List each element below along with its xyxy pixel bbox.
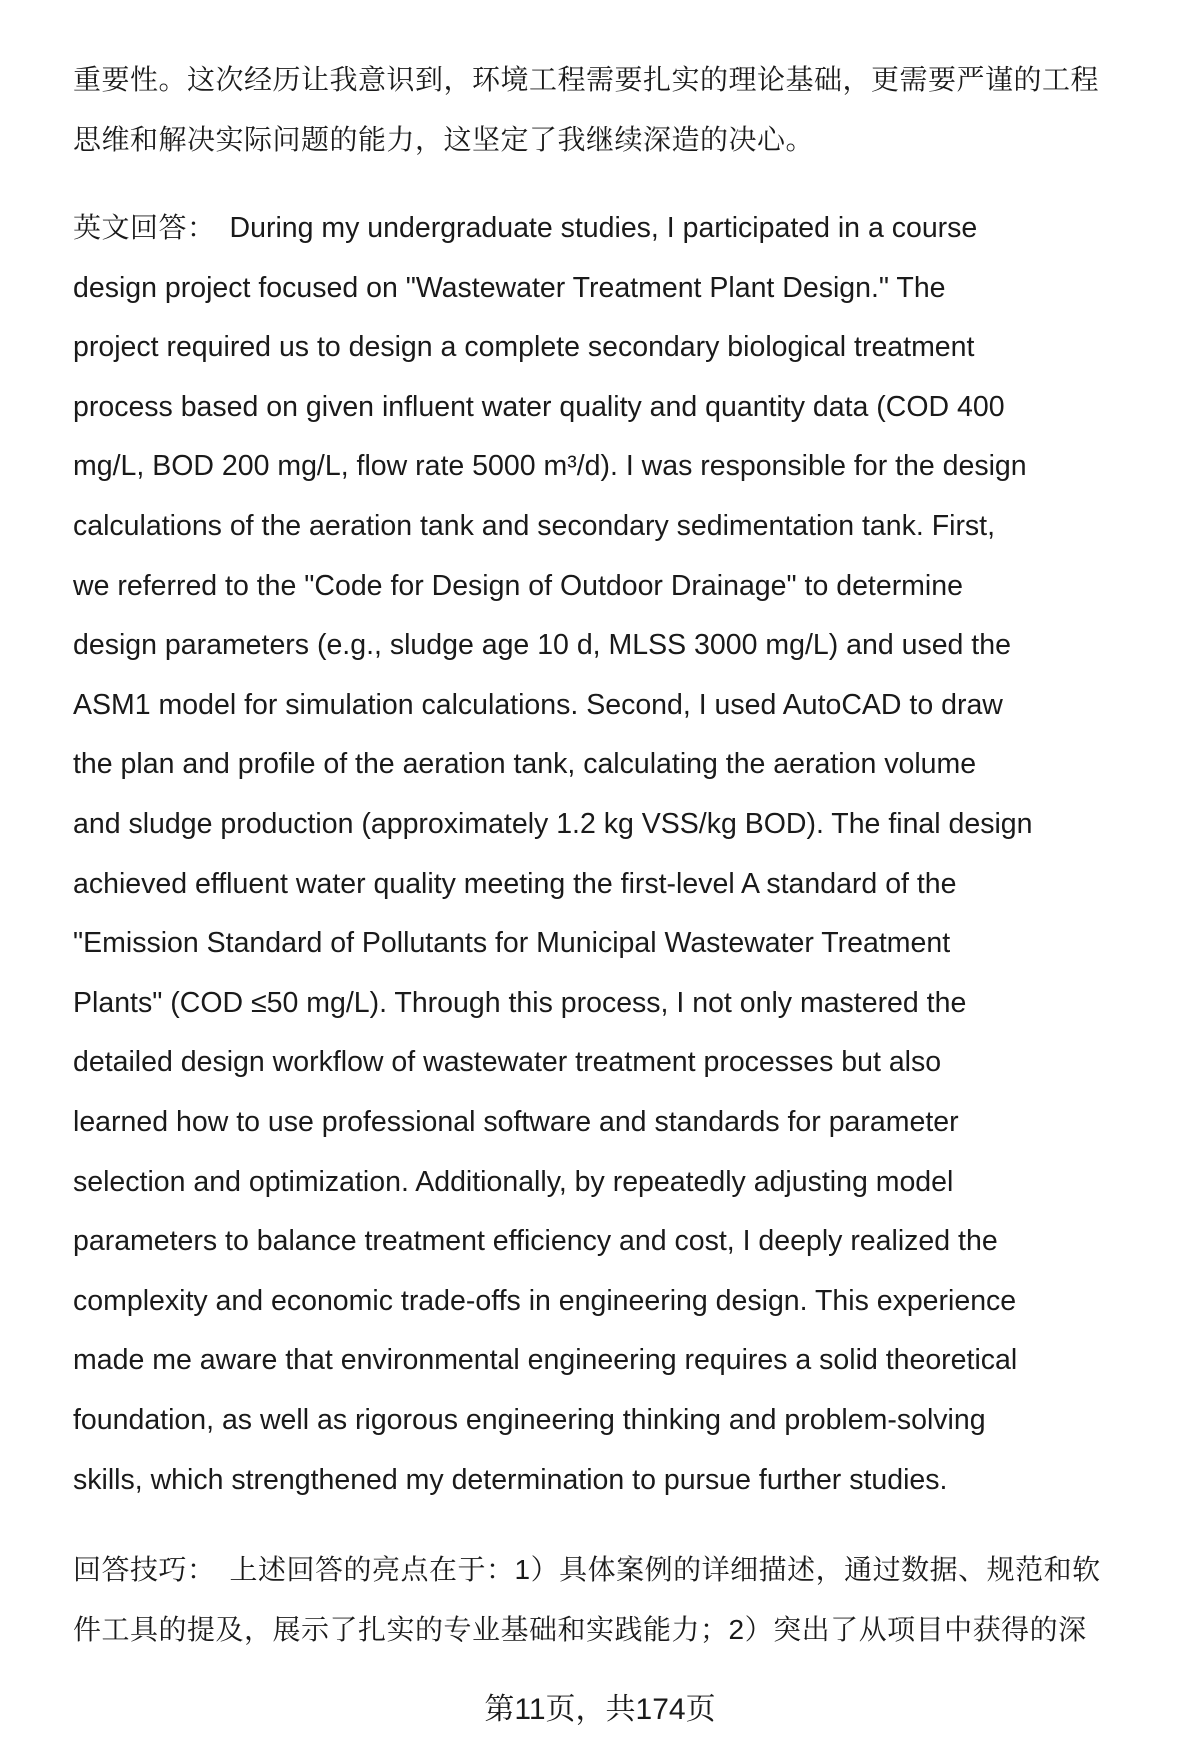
line-text: design project focused on "Wastewater Treatment Plant Design." The xyxy=(73,271,946,304)
line-text: During my undergraduate studies, I participated in a course xyxy=(229,212,978,244)
text-line xyxy=(73,1281,1016,1321)
line-text: 思维和解决实际问题的能力，这坚定了我继续深造的决心。 xyxy=(73,123,815,155)
line-text: design parameters (e.g., sludge age 10 d, MLSS 3000 mg/L) and used the xyxy=(73,629,1011,662)
text-line xyxy=(73,923,950,963)
text-line xyxy=(73,60,1099,100)
line-text: parameters to balance treatment efficiency and cost, I deeply realized the xyxy=(73,1225,998,1258)
line-text: foundation, as well as rigorous engineering thinking and problem-solving xyxy=(73,1404,986,1436)
text-line xyxy=(73,1460,947,1500)
section-label: 英文回答： xyxy=(73,212,216,243)
text-line xyxy=(73,208,977,248)
text-line xyxy=(73,1221,998,1261)
text-line xyxy=(73,566,963,606)
text-line xyxy=(73,446,1027,486)
line-text: selection and optimization. Additionally, by repeatedly adjusting model xyxy=(73,1165,954,1198)
text-line xyxy=(73,625,1011,665)
text-line xyxy=(73,1162,953,1202)
line-text: project required us to design a complete secondary biological treatment xyxy=(73,331,975,364)
text-line xyxy=(73,1340,1017,1380)
text-line xyxy=(73,983,966,1023)
text-line xyxy=(73,268,946,308)
text-line xyxy=(73,327,974,367)
line-text: learned how to use professional software and standards for parameter xyxy=(73,1106,959,1138)
page-number: 第11页，共174页 xyxy=(484,1693,716,1726)
line-text: we referred to the "Code for Design of Outdoor Drainage" to determine xyxy=(73,569,963,602)
text-line xyxy=(73,506,995,546)
line-text: Plants" (COD ≤50 mg/L). Through this process, I not only mastered the xyxy=(73,986,967,1019)
line-text: 件工具的提及，展示了扎实的专业基础和实践能力；2）突出了从项目中获得的深 xyxy=(73,1613,1087,1645)
line-text: "Emission Standard of Pollutants for Municipal Wastewater Treatment xyxy=(73,927,951,960)
line-text: and sludge production (approximately 1.2 kg VSS/kg BOD). The final design xyxy=(73,808,1033,840)
line-text: made me aware that environmental engineering requires a solid theoretical xyxy=(73,1344,1018,1377)
text-line xyxy=(73,804,1033,844)
text-line xyxy=(73,1400,986,1440)
text-line xyxy=(73,387,1005,427)
text-line xyxy=(73,744,976,784)
line-text: 重要性。这次经历让我意识到，环境工程需要扎实的理论基础，更需要严谨的工程 xyxy=(73,64,1100,95)
line-text: calculations of the aeration tank and secondary sedimentation tank. First, xyxy=(73,510,996,542)
text-line xyxy=(73,1550,1101,1590)
text-line xyxy=(73,1102,959,1142)
text-line xyxy=(73,864,957,904)
line-text: detailed design workflow of wastewater treatment processes but also xyxy=(73,1046,942,1079)
line-text: the plan and profile of the aeration tank, calculating the aeration volume xyxy=(73,748,977,781)
line-text: skills, which strengthened my determination to pursue further studies. xyxy=(73,1463,948,1496)
line-text: achieved effluent water quality meeting the first-level A standard of the xyxy=(73,867,957,900)
line-text: complexity and economic trade-offs in engineering design. This experience xyxy=(73,1284,1017,1317)
line-text: process based on given influent water quality and quantity data (COD 400 xyxy=(73,390,1005,423)
text-line xyxy=(73,1610,1087,1650)
text-line xyxy=(73,120,814,160)
text-line xyxy=(73,685,1003,725)
text-line xyxy=(73,1042,941,1082)
line-text: ASM1 model for simulation calculations. Second, I used AutoCAD to draw xyxy=(73,688,1003,721)
line-text: mg/L, BOD 200 mg/L, flow rate 5000 m³/d). I was responsible for the design xyxy=(73,450,1027,483)
line-text: 上述回答的亮点在于：1）具体案例的详细描述，通过数据、规范和软 xyxy=(229,1554,1101,1585)
section-label: 回答技巧： xyxy=(73,1554,216,1585)
